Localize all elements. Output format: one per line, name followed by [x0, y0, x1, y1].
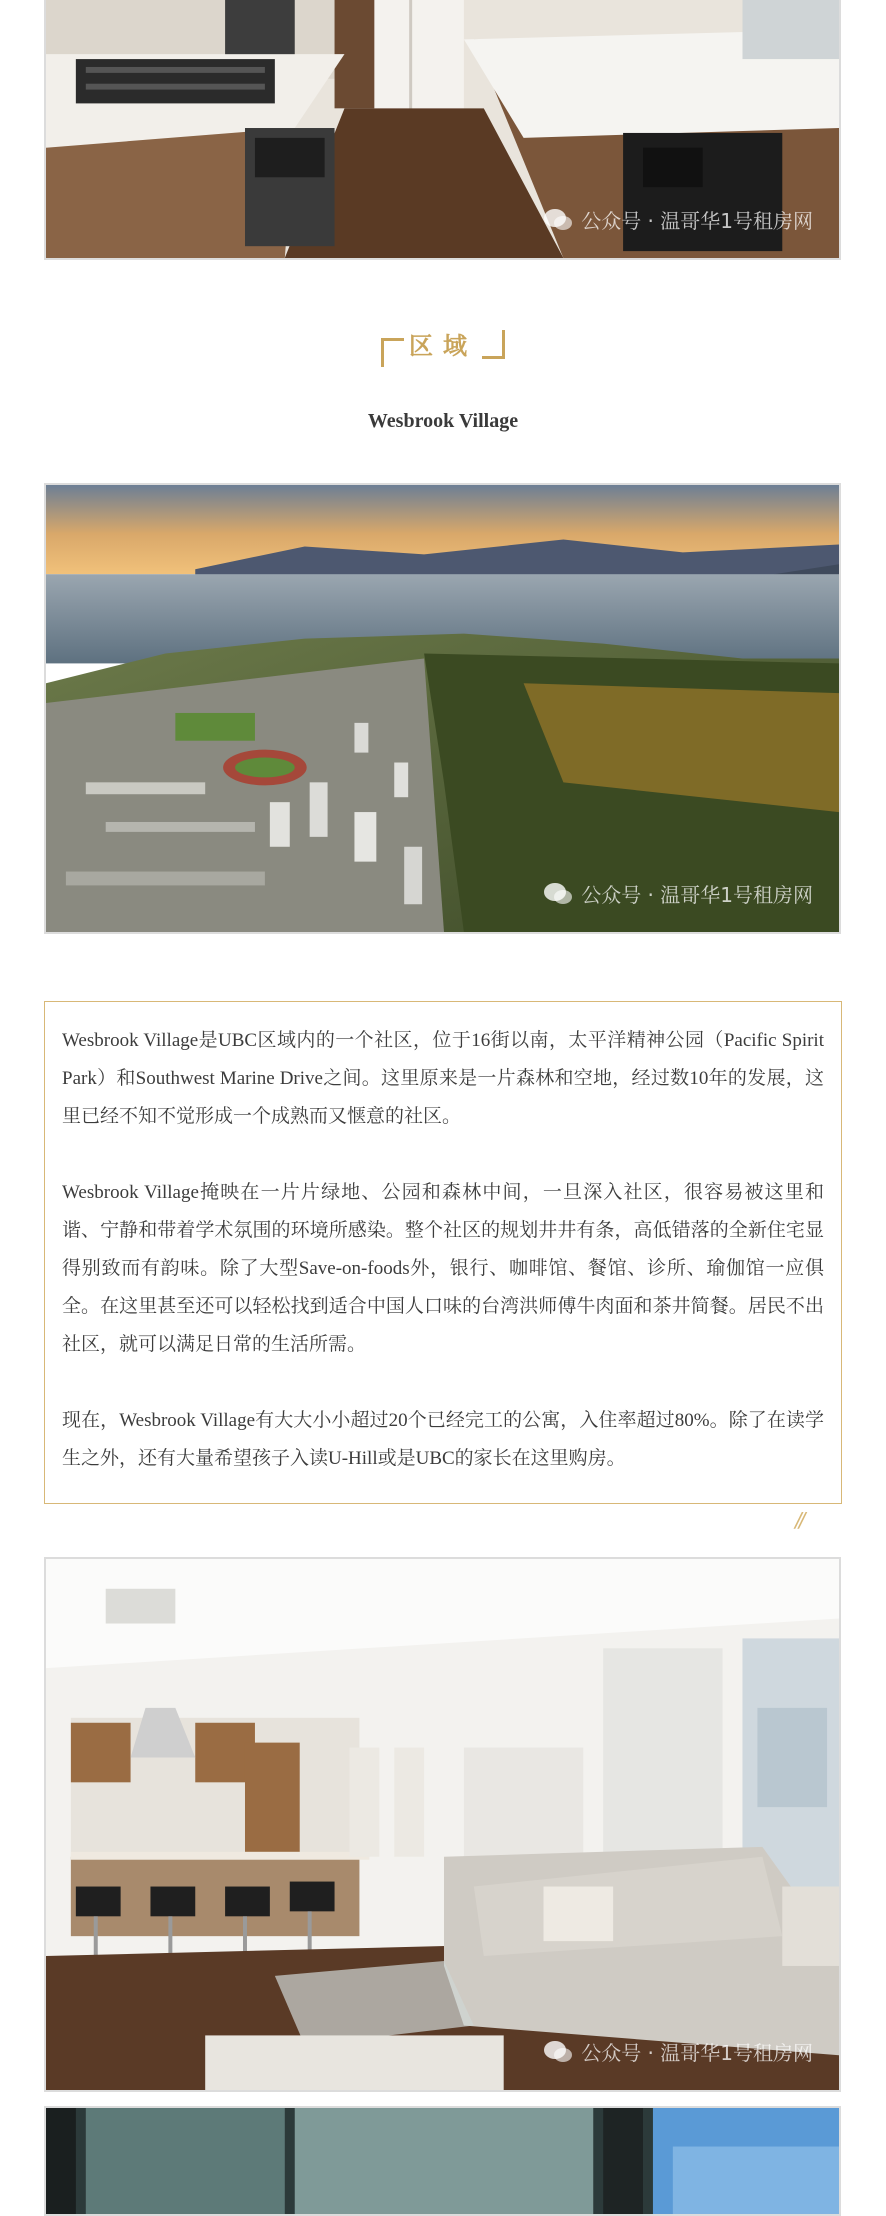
- description-box: [44, 1001, 842, 1504]
- wechat-icon: [543, 882, 573, 906]
- watermark-text: 公众号 · 温哥华1号租房网: [581, 2041, 813, 2065]
- wechat-icon: [543, 2040, 573, 2064]
- description-paragraph: Wesbrook Village是UBC区域内的一个社区，位于16街以南，太平洋精神公园（Pacific Spirit Park）和Southwest Marine Drive之间。这里原来是一片森林和空地，经过数10年的发展，这里已经不知不觉形成一个成熟而又惬意的社区。: [62, 1030, 824, 1127]
- watermark: [543, 2037, 813, 2066]
- watermark: [543, 879, 813, 908]
- aerial-illustration: [46, 485, 839, 932]
- kitchen-photo: [44, 0, 841, 260]
- section-heading: [0, 326, 886, 366]
- balcony-illustration: [46, 2108, 839, 2214]
- living-room-illustration: [46, 1559, 839, 2090]
- aerial-photo: [44, 483, 841, 934]
- decorative-slashes: //: [795, 1508, 803, 1532]
- section-subtitle: Wesbrook Village: [367, 410, 519, 432]
- watermark-text: 公众号 · 温哥华1号租房网: [581, 883, 813, 907]
- description-paragraph: Wesbrook Village掩映在一片片绿地、公园和森林中间，一旦深入社区，很容易被这里和谐、宁静和带着学术氛围的环境所感染。整个社区的规划井井有条，高低错落的全新住宅显得别致而有韵味。除了大型Save-on-foods外，银行、咖啡馆、餐馆、诊所、瑜伽馆一应俱全。在这里甚至还可以轻松找到适合中国人口味的台湾洪师傅牛肉面和茶井简餐。居民不出社区，就可以满足日常的生活所需。: [62, 1182, 824, 1355]
- wechat-icon: [543, 208, 573, 232]
- section-title: 区域: [381, 326, 505, 366]
- watermark: [543, 205, 813, 234]
- description-paragraph: 现在，Wesbrook Village有大大小小超过20个已经完工的公寓，入住率超过80%。除了在读学生之外，还有大量希望孩子入读U-Hill或是UBC的家长在这里购房。: [62, 1410, 824, 1469]
- watermark-text: 公众号 · 温哥华1号租房网: [581, 209, 813, 233]
- living-room-photo: [44, 1557, 841, 2092]
